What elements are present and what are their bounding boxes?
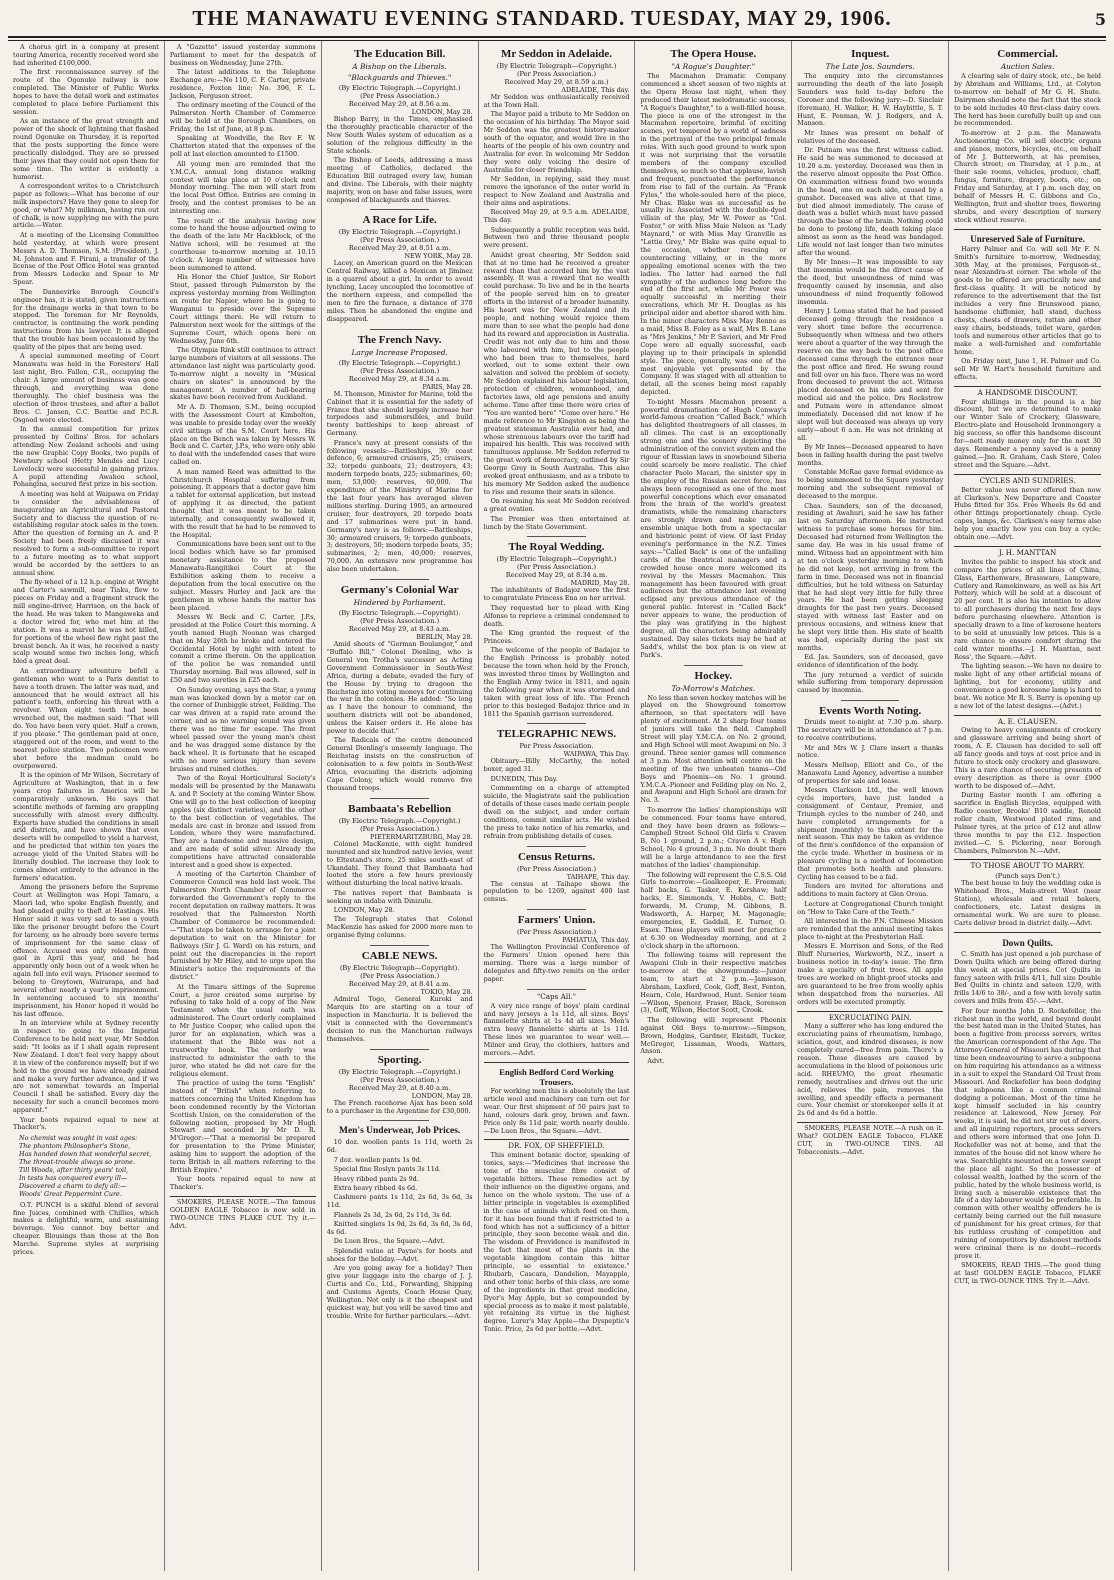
paragraph: It is the opinion of Mr Wilson, Secretary of Agriculture at Washington, that in a few years crop failures in America will be comparatively unknown. He says that scientific methods of farming are grappling successfully with almost every difficulty. Experts have studied the conditions in small arid districts, and have shown that even deserts will be compelled to yield a harvest, and he predicted that within ten years the acreage yield of the United States will be literally doubled. The increase they look to comes almost entirely to the advance in the farmers' education. [13,771,159,882]
column-5 [635,41,792,1571]
wire-source: (By Electric Telegraph.—Copyright.) [338,816,461,825]
paragraph: Mr and Mrs W. J. Clare insert a thanks notice. [797,743,944,760]
wire-received: Received May 29, at 8.51 a.m. [348,244,451,253]
wire-source: (By Electric Telegraph.—Copyright.) [338,84,461,92]
wire-received: Received May 29, at 8.34 a.m. [505,571,608,580]
headline-hockey: Hockey. [694,669,733,682]
paragraph: LONDON, May 28. [333,906,395,915]
headline-unreserved-sale: Unreserved Sale of Furniture. [970,233,1085,244]
paragraph: A meeting of the Carterton Chamber of Commerce Council was held last week. The Palmerston North Chamber of Commerce forwarded the Government's reply to the recent deputation on railway matters. It was resolved that the Palmerston North Chamber of Commerce be recommended:—"That steps be taken to arrange for a joint deputation to wait on the Minister for Railways (Sir J. G. Ward) on his return, and point out the discrepancies in the report furnished by Mr Hiley, and to urge upon the Minister's notice the requirements of the district." [169,870,316,982]
cycles-title: CYCLES AND SUNDRIES. [979,475,1076,485]
wire-source: (By Electric Telegraph.—Copyright). [338,609,461,618]
paragraph: The latest additions to the Telephone Exchange are:—No 110, C. F. Carter, private residence, Foxton line; No. 396, F. L. Jackson, Ferguson street. [169,68,316,100]
paragraph: Admiral Togo, General Kuroki and Marquis Ito are starting on a tour of inspection in Manchuria. It is believed the visit is connected with the Government's decision to run the Manchurian railways themselves. [326,995,473,1043]
article-body [484,758,630,840]
headline-bambaata-rebellion: Bambaata's Rebellion [348,802,452,815]
separator [527,909,585,910]
subhead-hindered: Hindered by Parliament. [353,598,446,608]
separator [170,1196,316,1197]
paragraph: No less than seven hockey matches will be played on the Showground tomorrow afternoon, so that spectators will have plenty of excitement. At 2 sharp four teams of juniors will take the field. Campbell Street will play Y.M.C.A. on No. 2 ground, and High School will meet Awapuni on No. 3 ground. Three senior games will commence at 3 p.m. Most attention will centre on the meeting of the two unbeaten teams—Old Boys and Phoenix—on No. 1 ground. Y.M.C.A.-Pioneer and Feilding play on No. 2, and Awapuni and High School are drawn for No. 3. [640,693,787,805]
subhead-bishop: A Bishop on the Liberals. [352,62,447,71]
wire-association: (Per Press Association.) [516,70,597,78]
dr-fox-advt: This eminent botanic doctor, speaking of tonics, says:—"Medicines that increase the tone of the muscular fibre consist of vegetable bitters. These remedies act by their influence on the digestive organs, and hence on the whole system. The use of a bitter principle in vegetables is exemplified in the case of animals which feed on them, for it has been found that if restricted to a food which has not a sufficiency of a bitter principle, they soon become weak and die. The wisdom of Providence is manifested in the fact that most of the plants in the vegetable kingdom contain this bitter principle, so essential to existence." Rhubarb, Cascara, Dandelion, Mayapple, and other tonic herbs of this class, are some of the ingredients in that great medicine, Dyer's May Apple, but so compounded by special process as to make it most palatable, yet retaining its virtue in the highest degree. Lurer's May Apple—the Dyspeptic's Tonic. Price, 2s 6d per bottle.—Advt. [483,1151,630,1334]
paragraph: The result of the analysis having now come to hand the house adjourned owing to the death of the late Mr Hackblock, of the Native school, will be resumed at the courthouse to-morrow morning at 10.15 o'clock. A large number of witnesses have been summoned to attend. [169,216,316,272]
paragraph: Communications have been sent out to the local bodies which have so far promised monetary assistance to the proposed Manawatu-Rangitikei Court at the Exhibition asking them to receive a deputation from the local executive on the subject. Messrs Hurley and Jack are the gentlemen in whose hands the matter has been placed. [169,540,316,612]
paragraph: At a meeting of the Licensing Committee held yesterday, at which were present Messrs A. D. Thomson, S.M. (President), J. M. Johnston and F. Pirani, a transfer of the license of the Post Office Hotel was granted from Messrs Lodecke and Spear to Mr Spear. [13,230,159,287]
clausen-title: A. E. CLAUSEN. [997,716,1058,726]
paragraph: Dr. Putnam was the first witness called. He said he was summoned to deceased at 10.20 a.m. yesterday. Deceased was then in the reserve almost opposite the Post Office. On examination witness found two wounds in the head, one on each side, caused by a gunshot. Deceased was alive at that time, but died almost immediately. The cause of death was a bullet which must have passed through the base of the brain. Nothing could be done to prolong life, death taking place almost as soon as the head was bandaged. Life would not last longer than two minutes after the wound. [797,146,944,257]
poem-line: Has handed down that wonderful secret, [19,1150,152,1159]
subhead-matches: To-Morrow's Matches. [671,683,756,693]
paragraph: The Premier was then entertained at lunch by the State Government. [483,514,630,531]
paragraph: M. Thomson, Minister for Marine, told the Cabinet that it is essential for the safety of France that she should largely increase her torpedoes and submersibles, and build twenty battleships to keep abreast of Germany. [326,389,473,438]
marry-subtitle: (Punch says Don't.) [995,872,1060,881]
headline-sporting: Sporting. [377,1053,422,1066]
separator [527,723,585,724]
article-body [640,73,786,660]
separator [370,329,428,330]
advt-mark: Advt. [647,1056,665,1065]
wire-source: (By Electric Telegraph—Copyright.) [496,555,617,564]
newspaper-title: THE MANAWATU EVENING STANDARD. TUESDAY, MAY 29, 1906. [192,6,892,30]
headline-farmers-union: Farmers' Union. [517,914,596,927]
columns [8,41,1106,1571]
paragraph: The Olympia Rink still continues to attract large numbers of visitors at all sessions. The attendance last night was particularly good. To-morrow night a novelty in "Musical chairs on skates" is announced by the management. A number of ball-bearing skates have been received from Auckland. [169,346,316,402]
paragraph: Messrs W. Beck and C. Carter, J.P.s, presided at the Police Court this morning. A youth named Hugh Noonan was charged that on May 26th he broke and entered the Occidental Hotel by night with intent to commit a crime therein. On the application of the police he was remanded until Thursday morning. Bail was allowed, self in £50 and two sureties in £25 each. [169,612,316,685]
paragraph: Amidst great cheering, Mr Seddon said that at no time had he received a greater reward than that accorded him by the vast assembly. It was a reward that no wealth could purchase. To live and be in the hearts of the people served him on to greater efforts in the interest of a broader humanity. His heart was for New Zealand and its people, and nothing would rejoice them more than to see what the people had done had its reward and appreciation in Australia. Credit was not only due to him and those who laboured with him, but to the people who had been true to themselves, hard worked, out to some extent their own salvation and solved the problem of society. Mr Seddon explained his labour legislation, protection of children, womanhood, and factories laws, old age pensions and anuity scheme. Time after time there were cries of "You are wanted here" "Come over here." He made reference to Mr Kingston as being the greatest statesman Australia ever had, and whose strenuous labours over the tariff had impaired his health. This was received with tumultuous applause. Mr Seddon referred to the great work of democracy, outlined by Sir George Grey in South Australia. This also evoked great enthusiasm, and as a tribute to his memory Mr Seddon asked the audience to rise and resume their seats in silence. [483,250,630,496]
paragraph: Heavy ribbed pants 2s 9d. [333,1174,419,1183]
separator [370,209,428,210]
dateline: LONDON, May 28. [411,1091,473,1100]
dateline: MADRID, May 28. [570,579,630,588]
subhead-rogues-daughter: "A Rogue's Daughter." [671,62,756,71]
paragraph: A correspondent writes to a Christchurch paper as follows:—What has become of our milk inspectors? Have they gone to sleep for good, or what? My milkman, having run out of chalk, is now supplying me with the pure article.—Water. [13,181,159,230]
paragraph: Lacey, an American guard on the Mexican Central Railway, killed a Mexican at Jiminez in a quarrel about a girl. In order to avoid lynching, Lacey uncoupled the locomotive of the northern express, and compelled the men to fire the furnace, a distance of 370 miles. Then he abandoned the engine and disappeared. [326,259,473,323]
manttan-title: J. H. MANTTAN [998,547,1057,557]
paragraph: The Telegraph states that Colonel MacKenzie has asked for 2000 more men to organise flying columns. [326,915,473,940]
smokers-advt: SMOKERS, PLEASE NOTE.—The famous GOLDEN EAGLE Tobacco is now sold in TWO-OUNCE TINS FLAKE CUT. Try it.—Advt. [169,1198,316,1230]
paragraph: The fly-wheel of a 12 h.p. engine at Wright and Carter's sawmill, near Tiaku, flew to pieces on Friday and a fragment struck the mill engine-driver, Harrison, on the back of the head. He was taken to Mangaweka and a doctor wired for, who met him at the station. It was a marvel he was not killed, for portions of the wheel flew right past the breast bench. As it was, he received a nasty scalp wound some two inches long, which bled a great deal. [13,578,159,666]
wire-association: (Per Press Association.) [360,366,440,375]
caps-all-title: "Caps All." [536,991,577,1001]
headline-french-navy: The French Navy. [357,333,442,346]
paragraph: France's navy at present consists of the following vessels:—Battleships, 39; coast defence, 6; armoured cruisers, 25; cruisers, 32; torpedo gunboats, 21; destroyers, 43; modern torpedo boats, 225; submarines, 60; men, 53,000; reserves, 60,000. The expenditure of the Ministry of Marine for the last four years has averaged eleven millions sterling. During 1905, an armoured cruiser, four destroyers, 20 torpedo boats and 17 submarines were put in hand. Germany's navy is as follows:—Battleships, 30; armoured cruisers, 9; torpedo gunboats, 3; destroyers, 50; modern torpedo boats, 35; submarines, 2; men, 40,000; reserves, 70,000. An extensive new programme has also been undertaken. [326,438,473,574]
column-6 [792,41,949,1571]
column-3 [322,41,479,1571]
paragraph: 10 doz. woollen pants 1s 11d, worth 2s 6d. [326,1138,473,1155]
rockefeller-article: For four months John D. Rockefeller, the richest man in the world, and beyond doubt the best hated man in the United States, has been a fugitive from process servers, writes the American correspondent of the Age. The Attorney-General of Missouri has during that time been endeavouring to serve a subpoena on him requiring his attendance as a witness in a suit to expel the Standard Oil Trust from Missouri. And Rockefeller has been dodging that subpoena like a common criminal dodging a policeman. Most of the time he kept himself secluded in his country residence at Lakewood, New Jersey. For weeks, it is said, he did not stir out of doors, and all inquiring reporters, process servers and others were informed that one John D. Rockefeller was not at home, and that the inmates of the house did not know where he was. Searchlights mounted on a tower swept the place all night. So the possessor of colossal wealth, loathed by the scorn of the public, hated by the whole business world, is living such a miserable existence that the life of a day labourer would be preferable. In common with other wealthy offenders he is certainly being carried out the full measure of punishment for his great crimes, for that his ruthless crushing of competition and ruining of competitors by dishonest methods were criminal there is no doubt—records prove it. [954,1006,1101,1260]
article-body [484,944,630,984]
wire-received: Received May 29, at 8.56 a.m. [348,100,451,108]
dateline: WAIPAWA, This Day. [563,750,630,759]
wire-association: (Per Press Association.) [360,617,440,626]
separator [527,989,585,990]
cycles-advt: Better value was never offered than now at Clarkson's. New Departure and Coaster Hubs fitted for 35s. Free Wheels 8s 6d and other fittings proportionately cheap. Cycle capes, lamps, &c. Clarkson's easy terms also help you exactly how you can buy a cycle; obtain one.—Advt. [954,485,1101,542]
paragraph: DUNEDIN, This Day. [490,774,558,783]
paragraph: The natives report that Bambaata is seeking an indaba with Dinizulu. [326,888,473,905]
dr-fox-title: DR. FOX, OF SHEFFIELD. [508,1141,605,1151]
headline-telegraphic-news: TELEGRAPHIC NEWS. [496,728,617,741]
paragraph: An extraordinary adventure befell a gentleman who went to a Paris dentist to have a tooth drawn. The latter was mad, and announced that he would extract all his patient's teeth, enforcing his threat with a revolver. When eight teeth had been wrenched out, the madman said: "That will do. You have been very quiet. Half a crown, if you please." The gentleman paid at once, staggered out of the room, and went to the nearest police station. Two policemen were shot before the madman could be overpowered. [13,666,159,770]
paragraph: Henry J. Lomas stated that he had passed deceased going through the residence a very short time before the occurrence. Subsequently when witness and two others were about a quarter of the way through the reserve on the way back to the post office deceased came through the entrance near the post office and fired. He swung round and fell over on his face. There was no word from deceased to prevent the act. Witness placed deceased on his side and sent for medical aid and the police. Drs Rockstrow and Putnam were in attendance almost immediately. Deceased did not know if he slept well but deceased was always up very early—about 6 a.m. He was not drinking at all. [797,307,944,442]
paragraph: The following will represent the C.S.S. Old Girls to-morrow:—Goalkeeper, E. Freeman; half backs, G. Tasker, E. Kershaw; half backs, E. Simmonds, V. Hobbs, C. Bett; forwards, M. Crump, M. Gibbons, B. Wadsworth, A. Harper, M. Magonagle; emergencies, E. Gaddall, E. Turner, O. Essex. These players will meet for practice at 6.30 on Wednesday morning, and at 2 o'clock sharp in the afternoon. [640,870,787,950]
wire-source: (By Electric Telegraph.—Copyright.) [338,1067,461,1076]
separator [954,715,1101,716]
paragraph: On resuming his seat Mr Seddon received a great ovation. [483,497,630,514]
smokers-advt: SMOKERS, PLEASE NOTE.—A rush on it. What? GOLDEN EAGLE Tobacco, FLAKE CUT, in TWO-OUNCE TINS. All Tobacconists.—Advt. [797,1124,944,1156]
article-body [797,73,943,695]
paragraph: The inhabitants of Badajoz were the first to congratulate Princess Ena on her arrival. [483,586,630,603]
article-body [327,391,473,574]
article-body [797,719,943,1006]
wire-association: Per Press Association. [519,742,594,751]
separator [841,700,899,701]
paragraph: In an interview while at Sydney recently in respect to going to the Imperial Conference to be held next year, Mr Seddon said: "It looks as if I shall again represent New Zealand. I don't feel very happy about it in view of the conference myself; but if we hold to the ground we have already gained and make a very further advance, and if we are not somewhat towards an Imperial Council I shall be satisfied. Every day the necessity for such a council becomes more apparent." [13,1019,159,1115]
paragraph: A "Gazette" issued yesterday summons Parliament to meet for the despatch of business on Wednesday, June 27th. [169,43,316,67]
wire-received: Received May 29, at 8.43 a.m. [348,625,451,634]
paragraph: The welcome of the people of Badajoz to the English Princess is probably noted because the town when held by the French, was invested three times by Wellington and the English Army twice in 1811, and again the following year when it was stormed and taken with great loss of life. The French prior to this besieged Badajoz thrice and in 1811 the Spanish garrison surrendered. [483,646,630,718]
paragraph: Messrs Mellsop, Elliott and Co., of the Manawatu Land Agency, advertise a number of properties for sale and lease. [797,760,944,785]
dateline: PAHIATUA, This day. [562,936,630,945]
article-body [954,73,1101,225]
separator [370,579,428,580]
article-body [484,94,630,531]
subhead-auction-sales: Auction Sales. [1000,62,1055,71]
article-body [327,996,473,1043]
wire-received: Received May 29, at 8.34 a.m. [348,374,451,383]
paragraph: Splendid value at Payne's for boots and shoes for the holiday.—Advt. [326,1246,473,1263]
paragraph: The practice of using the term "English" instead of "British" when referring to matters concerning the United Kingdom has been condemned recently by the Victorian Scottish Union, on the consideration of the following motion, proposed by Mr Hugh Stewart and seconded by Mr D. R. M'Gregor:—"That a memorial be prepared for presentation to the Prime Minister, asking him to support the adoption of the term British in all matters referring to the British Empire." [169,1079,316,1174]
punch-advt: O.T. PUNCH is a skilful blend of several fine Juices, combined with Chillies, which makes a delightful, warm, and sustaining beverage. You cannot buy better and cheaper. Blousings than those at the Bon Marche. Supreme styles at surprising prices. [13,1200,159,1257]
paragraph: Chas. Saunders, son of the deceased, residing at Awahuri, said he saw his father last on Saturday afternoon. He instructed witness to purchase some horses for him. Deceased had returned from Wellington the same day. He was in his usual frame of mind. Witness had an appointment with him at ten o'clock yesterday morning to which he did not keep, not arriving in from the farm in time. Deceased was not in financial difficulties, but he told witness on Saturday that he had slept very little for fully three years. He had been getting sleeping draughts for the past two years. Deceased stayed with witness last Easter and on previous occasions, and witness knew that he slept very little then. His state of health was bad, especially during the past six months. [797,501,944,652]
separator [954,386,1101,387]
paragraph: A man named Reed was admitted to the Christchurch Hospital suffering from poisoning. It appears that a doctor gave him a tablet for external application, but instead of applying it as directed, the patient thought that it was meant to be taken internally, and consequently swallowed it, with the result that he had to be removed to the Hospital. [169,467,316,539]
separator [954,859,1101,860]
dateline: NEW YORK, May 28. [404,252,473,261]
poem-line: In tests has conquered every ill— [19,1173,128,1182]
article-body [640,695,786,1057]
wire-received: Received May 29, at 8.41 a.m. [348,980,451,989]
headline-census-returns: Census Returns. [517,850,595,863]
separator [797,1011,943,1012]
paragraph: The following will represent Phoenix against Old Boys to-morrow:—Simpson, Brown, Hodgins, Gardner, Ekstadt, Tucker, McGregor, Lissaman, Woods, Watters, Anson. [640,1015,787,1056]
separator [527,536,585,537]
paragraph: Among the prisoners before the Supreme Court at Wellington was Hopi Tamara, a Maori lad, who spoke English fluently, and had pleaded guilty to theft at Hastings. His Honor said it was very sad to see a youth like the prisoner brought before the Court for larceny, as he already bore severe terms of imprisonment for the same class of offence. Accused was only released from gaol in April this year, and he had apparently only been out of a week when he again fell into evil ways. Prisoner seemed to belong to Greytown, Wairarapa, and had several other nearly a year's imprisonment. In sentencing accused to six months' imprisonment, his Honor hoped it would be his last offence. [13,883,159,1018]
excruciating-pain-title: EXCRUCIATING PAIN. [828,1012,912,1022]
headline-education-bill: The Education Bill. [353,48,446,60]
dateline: LONDON, May 28. [411,108,473,116]
paragraph: The Macmahon Dramatic Company commenced a short season of two nights at the Opera House last night, when they produced their latest melodramatic success, "A Rogue's Daughter," to a well-filled house. The piece is one of the strongest in the Macmahon repertoire, brimful of exciting scenes, yet tempered by a world of sadness in the portrayal of the two principal female roles. With such good ground to work upon it was not surprising that the versatile members of the company excelled themselves, so much so that applause, lavish and frequent, punctuated the performance from rise to fall of the curtain. As "Frank Fyles," the whole-souled hero of the piece, Mr Chas. Blake was as successful as he usually is. Associated with the double-dyed villain of the play, Mr W. Power as "Col. Foster," or with Miss Maie Nelson as "Lady Maynard," or with Miss May Granville as "Lettie Grey," Mr Blake was quite equal to the occasion, whether rescuing or counteracting villainy, or in the more appealing emotional scenes with the two ladies. The latter had earned the full sympathy of the audience long before the end of the first act, while Mr Power was equally successful in meriting their execrations, which Mr H. Douglas as his principal aider and abettor shared with him. In the minor characters Miss May Renno as a maid, Miss B. Foley as a waif, Mrs B. Lane as "Mrs Jenkins," Mr P. Savieri, and Mr Fred Cope were all equally successful, each playing up to their principals in splendid style. The piece, generally, was one of the most enjoyable yet presented by the Company. It was staged with all attention to detail, all the scenes being most capably depicted. [640,72,787,397]
paragraph: The jury returned a verdict of suicide while suffering from temporary depression caused by insomnia. [797,670,944,695]
subhead-late-saunders: The Late Jos. Saunders. [825,62,915,71]
paragraph: In the annual competition for prizes presented by Collins' Bros. for scholars attending New Zealand schools and using the new Graphic Copy Books, two pupils of Newbury school (Hetty Mendes and Lucy Lovelock) were successful in gaining prizes. A pupil attending Awahou school, Pohangina, secured first prize in his section. [13,425,159,489]
poem-line: The phantom Philosopher's Stone, [19,1142,131,1151]
paragraph: The King granted the request of the Princess. [483,628,630,645]
poem-line: No chemist was sought in vast ages: [19,1134,138,1143]
paragraph: To-night Messrs Macmahon present a powerful dramatisation of Hugh Conway's world-famous creation "Called Back," which has delighted theatregoers of all classes, in all climes. The cast is an exceptionally strong one and the scenery depicting the administration of the convict system and the rigour of Russian laws in snowbound Siberia could scarcely be more realistic. The chief character Paolo Macari, the sinister spy in the employ of the Russian secret force, has always been recognised as one of the most powerful conceptions which ever emanated from the brain of the world's greatest dramatists, while the remaining characters are strongly drawn and make up an ensemble unique both from a spectacular and histrionic point of view. Of last Friday evening's performance in the N.Z. Times says:—"Called Back" is one of the unfailing cards of the theatrical managers and a crowded house once more welcomed its revival by the Messrs Macmahon. This management has been favoured with great audiences but the attendance last evening eclipsed any previous attendance of the general public. Interest in "Called Back" never appears to wane, the production of the play was gratifying in the highest degree, all the characters being admirably sustained. Day sales tickets may be had at Sadd's, whilst the box plan is on view at Park's. [640,397,787,659]
paragraph: Your boots repaired equal to new at Thacker's. [13,1115,159,1132]
dateline: BERLIN, May 28. [416,633,473,642]
paragraph: The Mayor paid a tribute to Mr Seddon on the occasion of his birthday. The Mayor said Mr Seddon was the greatest history-maker south of the equator, and would live in the hearts of the people of his own country and Australia for ever. In welcoming Mr Seddon they were only voicing the desire of Australia for closer friendship. [483,110,630,174]
paragraph: Messrs Clarkson Ltd., the well known cycle importers, have just landed a consignment of Centaur, Premier, and Triumph cycles to the number of 240, and have completed arrangements for a shipment (monthly) to this extent for the next season. This may be taken as evidence of the firm's confidence of the expansion of the cycle trade. Whether in business or in pleasure cycling is a method of locomotion that promotes both health and pleasure. Cycling has ceased to be a fad. [797,786,944,881]
dateline: PIETERMARITZBURG, May 28. [370,832,473,841]
wire-association: (Per Press Association.) [360,1075,440,1084]
separator [527,846,585,847]
headline-bedford-cord: English Bedford Cord Working Trousers. [499,1067,614,1087]
column-4 [479,41,636,1571]
separator [484,1139,630,1140]
paragraph: Mr Innes was present on behalf of relatives of the deceased. [797,128,944,145]
headline-events-worth-noting: Events Worth Noting. [819,705,922,718]
article-body [327,1100,473,1116]
paragraph: By Mr Innes:—It was impossible to say that insomnia would be the direct cause of the deed, but unsoundness of mind was frequently caused by insomnia, and also unsoundness of mind frequently followed insomnia. [797,258,944,306]
paragraph: Harry Palmer and Co. will sell Mr F. N. Smith's furniture to-morrow, Wednesday, 30th May, at the premises, Ferguson-st., near Alexandra-st corner. The whole of the goods to be offered are practically new and first-class quality. It will be noticed by reference to the advertisement that the list includes a very fine Brunswood piano, handsome chiffonier, hall stand, duchess chests, chests of drawers, rattan and other easy chairs, bedsteads, toilet ware, garden tools and numerous other articles that go to make a well-furnished and comfortable home. [954,244,1101,356]
poem-line: Woods' Great Peppermint Cure. [19,1189,122,1198]
paragraph: Bishop Barry, in the Times, emphasised the thoroughly practicable character of the New South Wales system of education as a solution of the religious difficulty in the State schools. [326,115,473,155]
paragraph: Lecture at Congregational Church tonight on "How to Take Care of the Teeth." [797,899,944,916]
paragraph: Your boots repaired equal to new at Thacker's. [169,1175,316,1192]
paragraph: The French racehorse Ajax has been sold to a purchaser in the Argentine for £30,000. [326,1098,473,1115]
masthead [8,6,1106,38]
poem-line: The throat-trouble always so prone. [19,1158,135,1167]
separator [370,1120,428,1121]
headline-cable-news: CABLE NEWS. [361,950,438,963]
wire-source: (By Electric Telegraph—Copyright.) [496,62,617,70]
paragraph: Knitted singlets 1s 9d, 2s 6d, 3s 6d, 3s 6d, 4s 6d. [326,1220,473,1236]
wire-association: (Per Press Association.) [360,236,440,245]
paragraph: A special summoned meeting of Court Manawatu was held in the Foresters' Hall last night, Bro. Fallon, C.R., occupying the chair. A large amount of business was gone through, and everything was done thoroughly. The chief business was the election of three trustees, and after a ballot Bros. C. Jansen, C.C. Beattie and P.C.R. Osgood were elected. [13,352,159,424]
handsome-discount-title: A HANDSOME DISCOUNT. [977,387,1078,397]
paragraph: Ed. Jas. Saunders, son of deceased, gave evidence of identification of the body. [797,653,944,670]
paragraph: The first reconnaissance survey of the route of the Ogonuke railway is now completed. The Minister of Public Works hopes to have the detail work and estimates completed to place before Parliament this session. [13,68,159,116]
wire-source: (By Electric Telegraph.—Copyright.) [338,358,461,367]
paragraph: A clearing sale of dairy stock, etc., be held by Abraham and Williams, Ltd., at Colyton to-morrow on behalf of Mr G. H. Shute. Dairymen should note the fact that the stock to be sold includes 40 first-class dairy cows. The herd has been carefully built up and can be recommended. [954,72,1101,128]
headline-royal-wedding: The Royal Wedding. [508,541,605,554]
column-1-paragraphs [13,44,159,1132]
paragraph: At the Timaru sittings of the Supreme Court, a juror created some surprise by refusing to take hold of a copy of the New Testament when the usual oath was administered. The Court orderly complained to Mr Justice Cooper, who called upon the juror for an explanation, which was a statement that the Bible was not a trustworthy book. The orderly was instructed to administer the oath to the juror, who stated he did not care for the religious element. [169,982,316,1078]
poem-line: Till Woods, after thirty years' toil, [19,1165,129,1174]
paragraph: A meeting was held at Waipawa on Friday to consider the advisableness of inaugurating an Agricultural and Pastoral Society and to discuss the question of re-establishing regular stock sales in the town. After the question of forming an A. and P. Society had been freely discussed it was resolved to form a sub-committee to report to a future meeting as to what support would be accorded by the settlers to an annual show. [13,489,159,577]
separator [954,546,1101,547]
paragraph: The census at Taihape shows the population to be 1269, against 400 last census. [483,879,630,904]
headline-commercial: Commercial. [997,48,1058,60]
caps-all-advt: A very nice range of boys' plain cardinal and navy jerseys a 1s 11d, all sizes. Boys' flannelette shirts at 1s 4d all sizes. Men's extra heavy flannelette shirts at 1s 11d. These lines we guarantee to wear well.—Milner and Gray, the clothiers, hatters and mercers.—Advt. [483,1001,630,1058]
paragraph: Cashmere pants 1s 11d, 2s 6d, 3s 6d, 3s 11d. [326,1193,473,1210]
paragraph: The ordinary meeting of the Council of the Palmerston North Chamber of Commerce will be held at the Borough Chambers, on Friday, the 1st of June, at 8 p.m. [169,101,316,134]
paragraph: Mr Seddon, in replying, said they must remove the ignorance of the outer world in respect to New Zealand and Australia and their aims and aspirations. [483,175,630,207]
paragraph: The Dannevirke Borough Council's engineer has, it is stated, given instructions for the drainage works in that town to be stopped. The foreman for Mr Reynolds, contractor, is continuing the work pending instructions from his lawyer. It is alleged that the trouble has been occasioned by the quality of the pipes that are being used. [13,287,159,352]
paragraph: Mr Seddon was enthusiastically received at the Town Hall. [483,93,630,109]
wire-source: (By Electric Telegraph—Copyright). [339,964,460,973]
headline-seddon-adelaide: Mr Seddon in Adelaide. [500,48,613,60]
separator [954,474,1101,475]
smokers-advt: SMOKERS, READ THIS.—The good thing at last! GOLDEN EAGLE Tobacco, FLAKE CUT, in TWO-OUNCE TINS. Try it.—Advt. [954,1261,1101,1285]
wire-association: (Per Press Association.) [516,563,597,572]
rheumo-advt: Many a sufferer who has long endured the excruciating pains of rheumatism, lumbago, sciatica, gout, and kindred diseases, is now completely cured—free from pain. There's a reason. These diseases are caused by accumulations in the blood of poisonous uric acid. RHEUMO, the great rheumatic remedy, neutralises and drives out the uric acid, relieves the pain, removes the swelling, and speedily effects a permanent cure. Your chemist or storekeeper sells it at 2s 6d and 4s 6d a bottle. [797,1022,944,1118]
subhead-large-increase: Large Increase Proposed. [351,347,448,357]
bedford-cord-advt: For working men this is absolutely the last article wool and machinery can turn out for wear. Our first shipment of 50 pairs just to hand, colours dark grey, brown and fawn. Price only 8s 11d pair, worth nearly double.—De Luen Bros., the Square.—Advt. [483,1087,630,1135]
article-body [327,260,473,323]
paragraph: The Bishop of Leeds, addressing a mass meeting of Catholics, declared the Education Bill outraged every law, human and divine. The Liberals, with their mighty majority, won on base and false issues, were composed of blackguards and thieves. [326,156,473,204]
wire-received: Received May 29, at 8.40 a.m. [348,1083,451,1092]
paragraph: To-morrow the ladies' championships will be commenced. Four teams have entered, and they have been drawn as follows:—Campbell Street School Old Girls v. Craven B, No 1 ground, 2 p.m.; Craven A v. High School, No 4 ground, 3 p.m. No doubt there will be a large attendance to see the first matches of the ladies' championship. [640,805,787,870]
article-body [484,881,630,905]
separator [370,798,428,799]
paragraph: His Honor the Chief Justice, Sir Robert Stout, passed through Palmerston by the express yesterday morning from Wellington en route for Napier, where he is going to Wanganui to preside over the Supreme Court sittings there. He will return to Palmerston next week for the sittings of the Supreme Court, which opens here on Wednesday, June 6th. [169,273,316,345]
paragraph: Colonel MacKenzie, with eight hundred mounted and six hundred native levies, went to Eltestand's store, 25 miles south-east of Ukandahl. They found that Bambaata had looted the store a few hours previously without disturbing the local native kraals. [326,839,473,888]
column-2 [165,41,322,1571]
paragraph: On Friday next, June 1, H. Palmer and Co. sell Mr W. Hart's household furniture and effects. [954,356,1101,381]
separator [954,932,1101,933]
paragraph: Messrs E. Morrison and Sons, of the Red Bluff Nurseries, Warkworth, N.Z., insert a business notice in to-day's issue. The firm make a specialty of fruit trees. All apple trees are worked on blight-proof stocks and are guaranteed to be free from woolly aphis when despatched from the nurseries. All orders will be executed promptly. [797,942,944,1006]
wire-association: (Per Press Association.) [516,864,597,873]
dateline: TOKIO, May 28. [420,988,473,997]
paragraph: Subsequently a public reception was held. Between two and three thousand people were present. [483,225,630,250]
paragraph: The Wellington Provincial Conference of the Farmers' Union opened here this morning. There was a large number of delegates and fifty-two remits on the order paper. [483,943,630,983]
separator [484,1062,630,1063]
article-body [327,116,473,204]
article-body [327,841,473,940]
discount-advt: Four shillings in the pound is a big discount, but we are determined to make our Winter Sale of Crockery, Glassware, Electro-plate and Household Ironmongery a big success, so offer this handsome discount for—nett ready money only for the next 30 days. Remember a penny saved is a penny gained.—Jno. R. Graham, Cash Store, Coleo street and the Square.—Advt. [954,397,1101,469]
paragraph: Druids meet to-night at 7.30 p.m. sharp. The secretary will be in attendance at 7 p.m. to receive contributions. [797,718,944,743]
paragraph: By Mr Innes—Deceased appeared to have been in failing health during the past twelve months. [797,443,944,467]
dateline: TAIHAPE, This day. [566,872,630,881]
article-body [327,641,473,793]
separator [684,665,742,666]
paragraph: De Luen Bros., the Square.—Advt. [333,1237,445,1246]
page-number: 5 [1094,10,1106,29]
easter-advt: During Easter month I am offering a sacrifice in English Bicycles, equipped with Radio coaster, Brooks' B10 saddle, Renold roller chain, Westwood plated rims, and Palmer tyres, at the price of £12 and allow three months to pay the £12. Inspection invited.—C. S. Pickering, near Borough Chambers, Palmerston N.—Advt. [954,791,1101,855]
subhead-blackguards: "Blackguards and Thieves." [347,73,452,82]
column-2-paragraphs [170,44,316,1192]
column-7 [949,41,1106,1571]
wire-association: (Per Press Association.) [360,92,440,100]
poem-verse [19,1135,159,1198]
headline-germany-colonial-war: Germany's Colonial War [340,584,459,597]
article-body [484,587,630,718]
separator [370,1049,428,1050]
paragraph: Amid shouts of "German Boulanger," and "Buffalo Bill," Colonel Dienling, who is General von Trotha's successor as Acting Government Commissioner in South-West Africa, during a debate, evaded the fury of the House by trying to dragoon the Reichstag into voting moneys for continuing the war in the colonies. He added: "So long as I have the honour to command, the southern districts will not be abandoned, unless the Kaiser orders it. He alone has power to decide that." [326,640,473,736]
paragraph: All interested in the P.N. Chinese Mission are reminded that the annual meeting takes place to-night at the Presbyterian Hall. [797,917,944,941]
headline-mens-underwear: Men's Underwear, Job Prices. [338,1126,461,1137]
paragraph: Are you going away for a holiday? Then give your luggage into the charge of J. J. Curtis and Co., Ltd., Forwarding, Shipping and Customs Agents, Coach House Quay, Wellington. Not only is it the cheapest and quickest way, but you will be saved time and trouble. Write for further particulars.—Advt. [326,1264,473,1320]
paragraph: Constable McRae gave formal evidence as to being summoned to the Square yesterday morning and the subsequent removal of deceased to the morgue. [797,468,944,501]
wire-association: (Per Press Association.) [516,928,597,937]
headline-inquest: Inquest. [851,48,890,60]
wire-association: (Per Press Association.) [360,824,440,833]
paragraph: Mr A. D. Thomson, S.M., being occupied with the Assessment Court at Kimbolton, was unable to preside today over the weekly civil sittings of the S.M. Court here. His place on the Bench was taken by Messrs W. Beck and C. Carter, J.P.s, who were only able to deal with the undefended cases that were called on. [169,402,316,467]
paragraph: Commenting on a charge of attempted suicide, the Magistrate said the publication of details of these cases made certain people dwell on the subject, and under certain conditions, commit similar acts. He wished the press to take notice of his remarks, and refrain from publishing details of cases. [483,784,630,840]
wire-association: (Per Press Association.) [360,972,440,981]
manttan-advt: Invites the public to inspect his stock and compare the prices of all lines of China, Glass, Earthenware, Brassware, Lampware, Cutlery and Ramekinware, as well as his Art Pottery, which will be sold at a discount of 20 per cent. It is also his intention to allow to all purchasers during the next few days before purchasing elsewhere. Attention is specially drawn to a line of kerosene heaters to be sold at unusually low prices. This is a rare chance to ensure comfort during the cold winter months.—J. H. Manttan, next Ross', the Square.—Advt. [954,557,1101,661]
paragraph: To-morrow at 2 p.m. the Manawatu Auctioneering Co. will sell electric organs and pianos, motors, bicycles, etc., on behalf of Mr J. Butterworth, at his premises, Church street; on Thursday, at 1 p.m., at their sale rooms, vehicles, produce, chaff, fungus, furniture, drapery, boots, etc.; on Friday and Saturday, at 1 p.m. each day, on behalf of Messrs H. C. Gibbons and Co., Wellington, fruit and shelter trees, flowering shrubs, and every description of nursery stock without reserve. [954,128,1101,224]
paragraph: Speaking at Woodville, the Rev F. W. Chatterton stated that the expenses of the poll at last election amounted to £1500. [169,134,316,159]
separator [954,229,1101,230]
paragraph: Two of the Royal Horticultural Society's medals will be presented by the Manawatu A. and P. Society at the coming Winter Show. One will go to the best collection of keeping apples (six distinct varieties), and the other to the best collection of vegetables. The medals are cast in bronze and issued from London, where they were manufactured. They are a handsome and massive design, and are made of solid silver. Already the competitions have attracted considerable interest and a good show is expected. [169,774,316,870]
column-1 [8,41,165,1571]
paragraph: On Sunday evening, says the Star, a young man was knocked down by a motor car on the corner of Dunbiggle street, Feilding. The car was driven at a rapid rate around the corner, and as no warning sound was given there was no time for escape. The front wheel passed over the young man's chest and he was dragged some distance by the back wheel. It is fortunate that he escaped with no more serious injury than severe bruises and ruined clothes. [169,685,316,773]
clausen-advt: Owing to heavy consignments of crockery and glassware arriving and being short of room, A. E. Clausen has decided to sell off all fancy goods and toys at cost price and in future to stock only crockery and glassware. This is a rare chance of securing presents of every description as there is over £900 worth to be disposed of.—Advt. [954,726,1101,790]
paragraph: The Radicals of the centre denounced General Dienling's unseemly language. The Reichstag insists on the construction of colonisation to a few points in South-West Africa, evacuating the districts adjoining Cape Colony, which would remove five thousand troops. [326,736,473,792]
paragraph: They requested her to plead with King Alfonso to reprieve a criminal condemned to death. [483,603,630,628]
dateline: ADELAIDE, This day. [561,86,630,94]
marry-title: TO THOSE ABOUT TO MARRY. [970,861,1085,871]
paragraph: Flannels 2s 3d, 2s 6d, 2s 11d, 3s 6d. [333,1210,452,1219]
paragraph: Special fine Roslyn pants 3s 11d. [333,1165,441,1174]
paragraph: Tenders are invited for alterations and additions to main factory at Glen Oroua. [797,882,944,899]
article-body [954,246,1101,382]
separator [797,1122,943,1123]
dateline: PARIS, May 28. [422,382,473,391]
poem-line: Discovered a charm to defy all:— [19,1181,127,1190]
paragraph: Received May 29, at 9.5 a.m. ADELAIDE, This day. [483,208,630,225]
article-body [327,1139,473,1320]
separator [370,945,428,946]
headline-race-for-life: A Race for Life. [362,214,437,227]
wire-source: (By Electric Telegraph.—Copyright.) [338,228,461,237]
paragraph: 7 doz. woollen pants 1s 9d. [333,1155,422,1164]
paragraph: Obituary—Billy McCarthy, the noted boxer, aged 31. [483,757,630,774]
lighting-advt: The lighting season.—We have no desire to make light of any other artificial means of lighting, but for economy, utility and convenience a good kerosene lamp is hard to beat. We notice Mr R. S. Barry is opening up a new lot of the latest designs.—(Advt.) [954,662,1101,710]
paragraph: As an instance of the great strength and power of the shock of lightning that flashed round Ogonuke on Thursday, it is reported that the posts supporting the fence were practically dislodged. They are so pressed their jaws that they could not open them for some time. The writer is evidently a humorist. [13,117,159,181]
paragraph: All young men are reminded that the Y.M.C.A. annual long distance walking contest will take place at 10 o'clock next Monday morning. The men will start from the local Post Office. Entries are coming in freely, and the contest promises to be an interesting one. [169,159,316,216]
headline-down-quilts: Down Quilts. [1002,937,1053,948]
paragraph: The enquiry into the circumstances surrounding the death of the late Joseph Saunders was held to-day before the Coroner and the following jury:—D. Sinclair (foreman), H. Walker, H. W. Haybittle, S. T. Hunt, E. Penman, W. J. Rodgers, and A. Manson. [797,72,944,128]
quilts-advt: C. Smith has just opened a job purchase of Down Quilts which are being offered during this week at special prices. Cot Quilts in fancy sateen with frills 4/11, full size Double Bed Quilts in chintz and sateen 12/9, with frills 14/6 to 38/-, and a few with lovely satin covers and frills from 45/-.—Advt. [954,949,1101,1006]
paragraph: A chorus girl in a company at present touring America, recently received word she had inherited £100,000. [13,43,159,67]
headline-opera-house: The Opera House. [670,48,757,60]
paragraph: Extra heavy ribbed 4s 6d. [333,1183,418,1192]
paragraph: The following teams will represent the Awapuni Club in their respective matches to-morrow at the showgrounds:—Junior team, to start at 2 p.m.—Jamieson, Abraham, Laxford, Cook, Goff, Best, Fenton, Hearn, Cole, Hardwood, Hunt. Senior team—Wilson, Spencer, Fraser, Black, Sorenson (3), Goff, Wilson, Hector Scott, Crook. [640,951,787,1015]
wire-received: Received May 29, at 8.59 a.m.) [504,78,609,86]
marry-advt: The best house to buy the wedding cake is Whitehead Bros., Main-street West (near Station), wholesale and retail bakers, confectioners, etc. Latest designs in ornamental work. We are sure to please. Carts deliver bread in district daily.—Advt. [954,879,1101,927]
